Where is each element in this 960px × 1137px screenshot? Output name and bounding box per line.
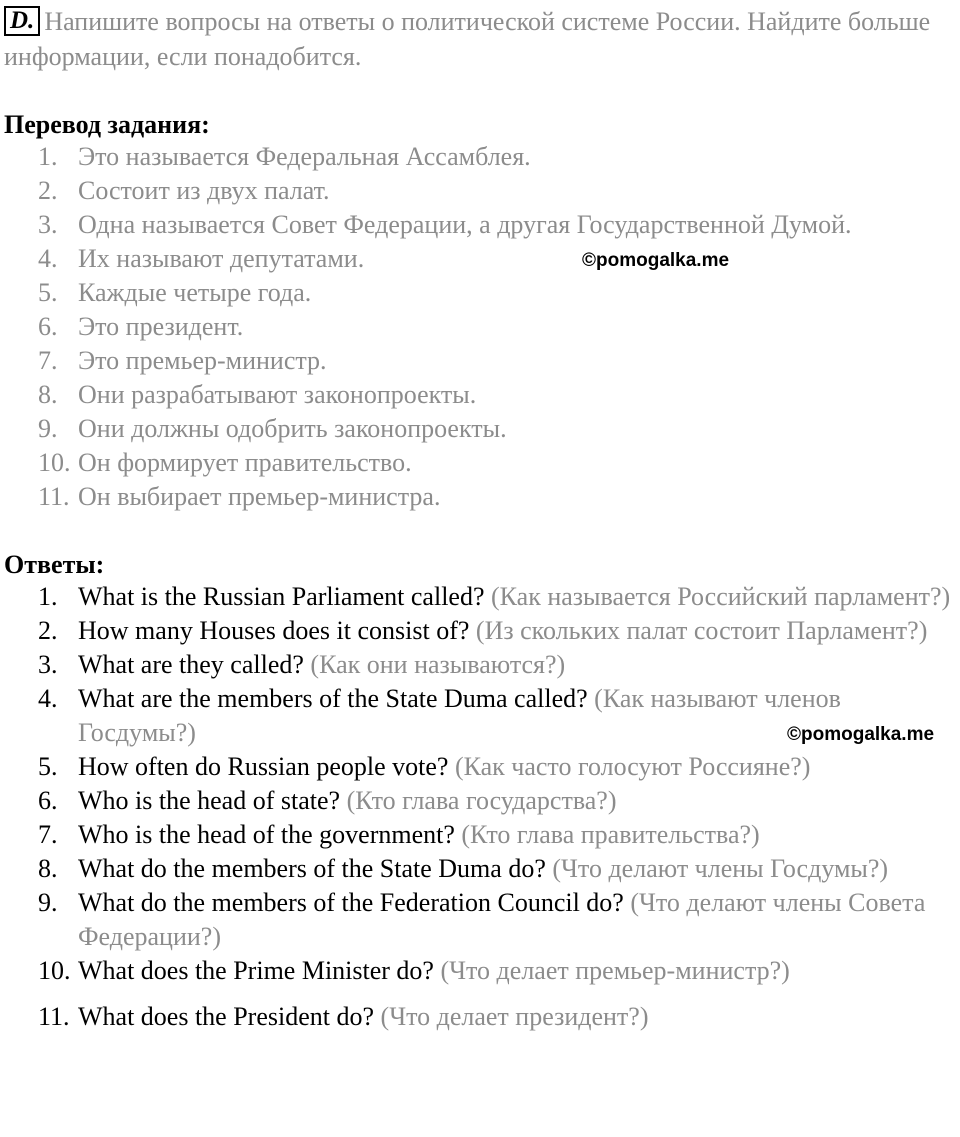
list-item [0,242,960,276]
question-russian: (Что делают члены Совета Федерации?) [78,888,926,951]
item-number: 9. [38,414,58,443]
list-item [0,208,960,242]
question-english: What is the Russian Parliament called? [78,582,485,611]
item-number: 5. [38,752,58,781]
list-item [0,446,960,480]
item-text: Одна называется Совет Федерации, а другая Государственной Думой. [78,210,852,239]
item-number: 2. [38,616,58,645]
question-english: What do the members of the Federation Council do? [78,888,624,917]
question-english: What does the President do? [78,1002,375,1031]
task-text: Напишите вопросы на ответы о политической системе России. Найдите больше информации, если понадобится. [4,7,931,71]
item-number: 10. [38,448,71,477]
list-item [0,480,960,514]
list-item [0,378,960,412]
list-item [0,614,960,648]
list-item [0,852,960,886]
question-english: What are they called? [78,650,304,679]
question-russian: (Кто глава правительства?) [461,820,760,849]
item-number: 8. [38,854,58,883]
question-russian: (Из скольких палат состоит Парламент?) [475,616,928,645]
item-text: Состоит из двух палат. [78,176,330,205]
item-number: 4. [38,244,58,273]
question-english: How often do Russian people vote? [78,752,449,781]
answers-heading: Ответы: [4,550,105,579]
task-letter-badge: D. [4,6,40,36]
list-item [0,174,960,208]
item-number: 3. [38,210,58,239]
question-russian: (Как они называются?) [310,650,566,679]
translation-list [0,140,960,514]
item-number: 9. [38,888,58,917]
item-number: 7. [38,820,58,849]
item-text: Это называется Федеральная Ассамблея. [78,142,531,171]
list-item [0,750,960,784]
item-number: 6. [38,312,58,341]
question-english: How many Houses does it consist of? [78,616,470,645]
question-english: What does the Prime Minister do? [78,956,434,985]
item-number: 7. [38,346,58,375]
list-item [0,954,960,988]
item-number: 2. [38,176,58,205]
watermark: ©pomogalka.me [787,724,935,745]
task-statement [4,4,954,74]
list-item [0,648,960,682]
question-english: What are the members of the State Duma called? [78,684,588,713]
list-item [0,886,960,954]
item-text: Их называют депутатами. [78,244,365,273]
question-russian: (Что делает президент?) [380,1002,649,1031]
item-text: Это премьер-министр. [78,346,327,375]
item-number: 5. [38,278,58,307]
list-item [0,310,960,344]
translation-heading: Перевод задания: [4,110,210,139]
item-number: 8. [38,380,58,409]
question-russian: (Как называется Российский парламент?) [491,582,951,611]
question-russian: (Что делают члены Госдумы?) [552,854,889,883]
list-item [0,412,960,446]
item-number: 3. [38,650,58,679]
item-number: 6. [38,786,58,815]
question-russian: (Что делает премьер-министр?) [440,956,790,985]
list-item [0,580,960,614]
item-text: Он выбирает премьер-министра. [78,482,441,511]
item-number: 11. [38,482,70,511]
list-item [0,140,960,174]
question-russian: (Как называют членов Госдумы?) [78,684,841,747]
watermark: ©pomogalka.me [582,250,730,271]
item-number: 1. [38,142,58,171]
list-item [0,784,960,818]
question-english: What do the members of the State Duma do? [78,854,546,883]
question-english: Who is the head of state? [78,786,341,815]
item-number: 1. [38,582,58,611]
item-number: 10. [38,956,71,985]
list-item [0,276,960,310]
list-item [0,818,960,852]
question-russian: (Кто глава государства?) [346,786,617,815]
list-item [0,1000,960,1034]
list-item [0,344,960,378]
item-text: Каждые четыре года. [78,278,312,307]
item-text: Это президент. [78,312,244,341]
question-english: Who is the head of the government? [78,820,455,849]
item-text: Он формирует правительство. [78,448,412,477]
item-number: 11. [38,1002,70,1031]
question-russian: (Как часто голосуют Россияне?) [454,752,811,781]
item-text: Они должны одобрить законопроекты. [78,414,507,443]
answers-list [0,580,960,1034]
item-number: 4. [38,684,58,713]
item-text: Они разрабатывают законопроекты. [78,380,477,409]
